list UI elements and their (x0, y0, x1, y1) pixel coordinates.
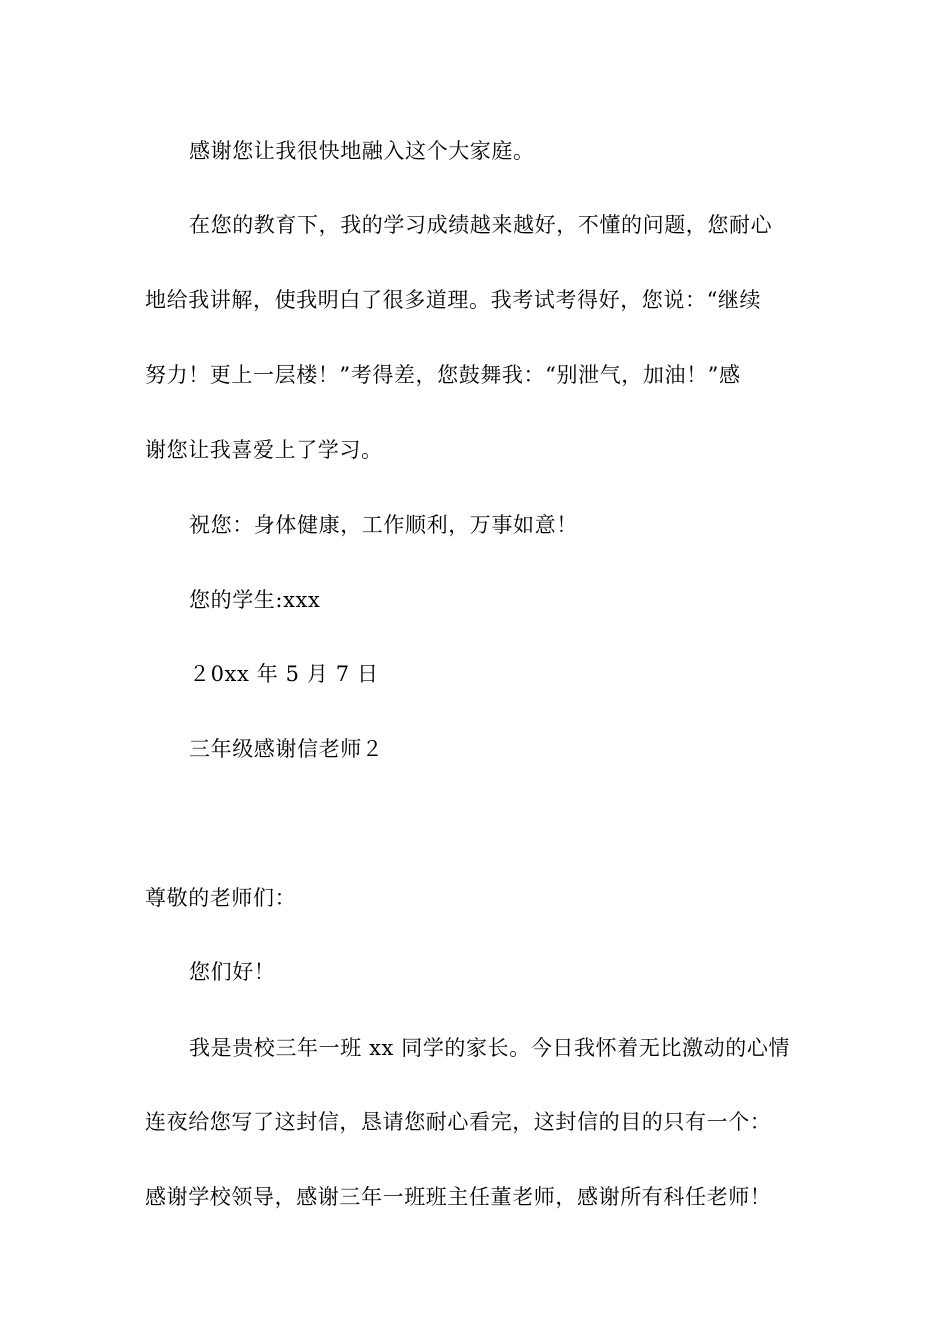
para3-line3: 感谢学校领导，感谢三年一班班主任董老师，感谢所有科任老师！ (145, 1185, 772, 1209)
para3-line1: 我是贵校三年一班 xx 同学的家长。今日我怀着无比激动的心情 (189, 1036, 791, 1060)
signature: 您的学生:xxx (189, 588, 321, 612)
para2-line4: 谢您让我喜爱上了学习。 (145, 438, 383, 462)
para2-line3: 努力！更上一层楼！”考得差，您鼓舞我：“别泄气，加油！”感 (145, 363, 741, 387)
salutation: 尊敬的老师们： (145, 886, 297, 910)
closing-wishes: 祝您：身体健康，工作顺利，万事如意！ (189, 513, 578, 537)
para1-line1: 感谢您让我很快地融入这个大家庭。 (189, 139, 535, 163)
para2-line1: 在您的教育下，我的学习成绩越来越好，不懂的问题，您耐心 (189, 213, 773, 237)
para3-line2: 连夜给您写了这封信，恳请您耐心看完，这封信的目的只有一个： (145, 1110, 772, 1134)
date: ２0xx 年 5 月 7 日 (189, 662, 379, 686)
greeting: 您们好！ (189, 960, 276, 984)
para2-line2: 地给我讲解，使我明白了很多道理。我考试考得好，您说：“继续 (145, 288, 762, 312)
section-title: 三年级感谢信老师２ (189, 737, 384, 761)
